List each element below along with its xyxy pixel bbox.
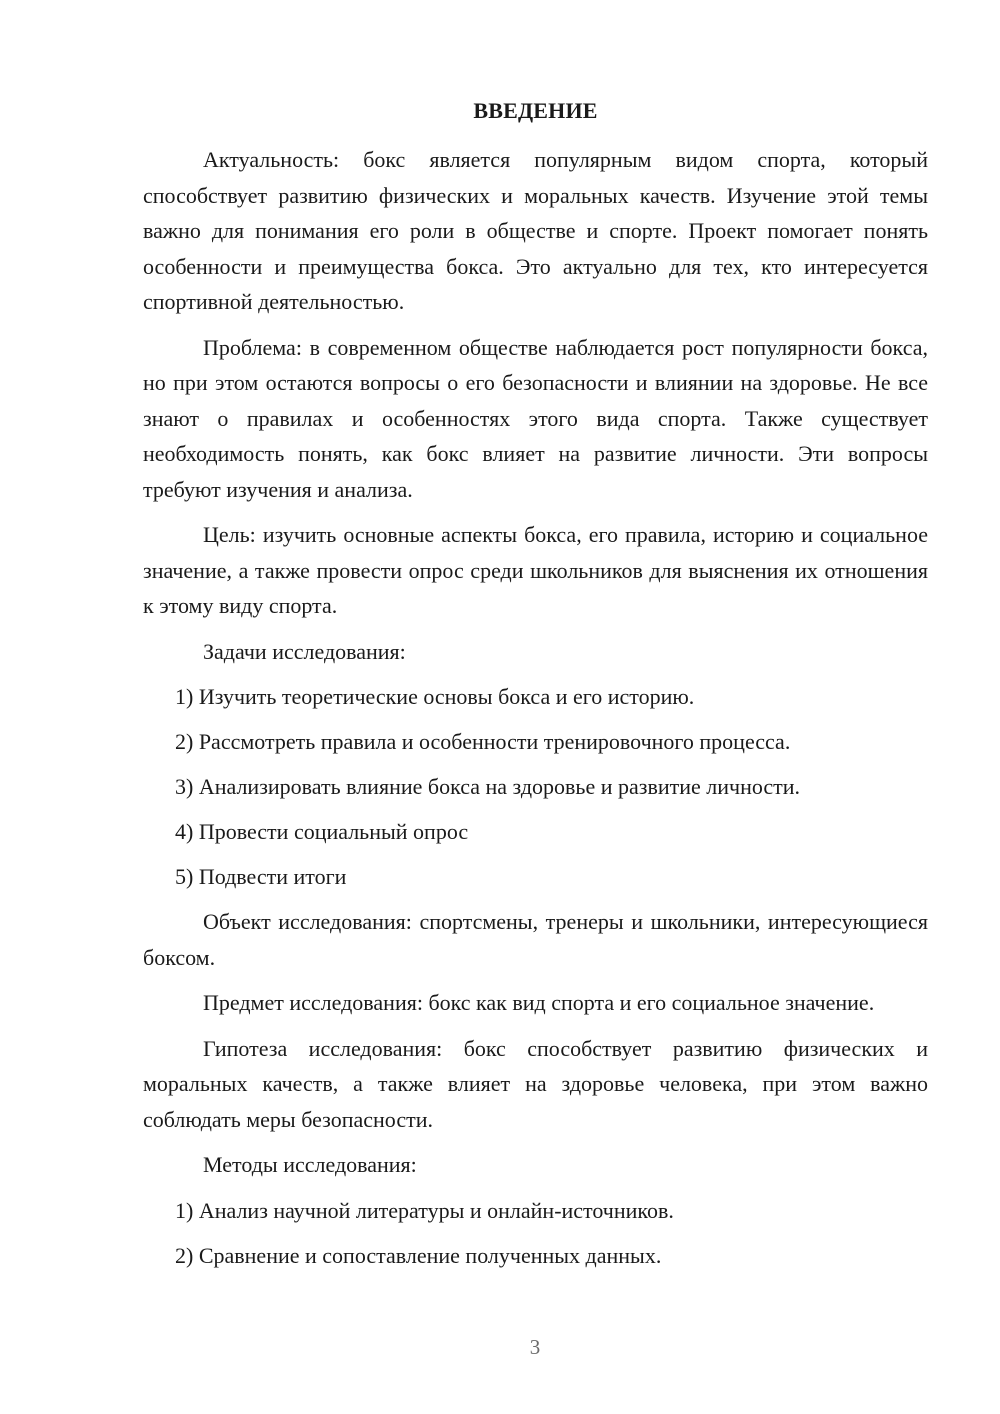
task-item: 3) Анализировать влияние бокса на здоровье и развитие личности. <box>175 774 801 800</box>
hypothesis-paragraph: Гипотеза исследования: бокс способствует развитию физических и моральных качеств, а также влияет на здоровье человека, при этом важно соблюдать меры безопасности. <box>143 1035 928 1132</box>
subject-paragraph: Предмет исследования: бокс как вид спорта и его социальное значение. <box>203 990 875 1016</box>
method-item: 2) Сравнение и сопоставление полученных данных. <box>175 1243 662 1269</box>
relevance-paragraph: Актуальность: бокс является популярным видом спорта, который способствует развитию физических и моральных качеств. Изучение этой темы важно для понимания его роли в обществе и спорте. Проект помогает понять особенности и преимущества бокса. Это актуально для тех, кто интересуется спортивной деятельностью. <box>143 147 928 314</box>
goal-paragraph: Цель: изучить основные аспекты бокса, его правила, историю и социальное значение, а также провести опрос среди школьников для выяснения их отношения к этому виду спорта. <box>143 522 928 618</box>
task-item: 4) Провести социальный опрос <box>175 819 469 845</box>
task-item: 1) Изучить теоретические основы бокса и его историю. <box>175 684 695 709</box>
methods-list <box>143 1193 928 1274</box>
tasks-list <box>143 679 928 895</box>
object-paragraph: Объект исследования: спортсмены, тренеры и школьники, интересующиеся боксом. <box>143 909 928 970</box>
task-item: 2) Рассмотреть правила и особенности тренировочного процесса. <box>175 729 791 755</box>
method-item: 1) Анализ научной литературы и онлайн-источников. <box>175 1197 674 1223</box>
task-item: 5) Подвести итоги <box>175 864 347 890</box>
tasks-heading: Задачи исследования: <box>203 638 406 664</box>
problem-paragraph: Проблема: в современном обществе наблюдается рост популярности бокса, но при этом остаются вопросы о его безопасности и влиянии на здоровье. Не все знают о правилах и особенностях этого вида спорта. Также существует необходимость понять, как бокс влияет на развитие личности. Эти вопросы требуют изучения и анализа. <box>143 334 928 502</box>
page-number: 3 <box>529 1335 541 1359</box>
page-title: ВВЕДЕНИЕ <box>473 98 598 123</box>
methods-heading: Методы исследования: <box>203 1152 417 1178</box>
document-body <box>143 142 928 1283</box>
